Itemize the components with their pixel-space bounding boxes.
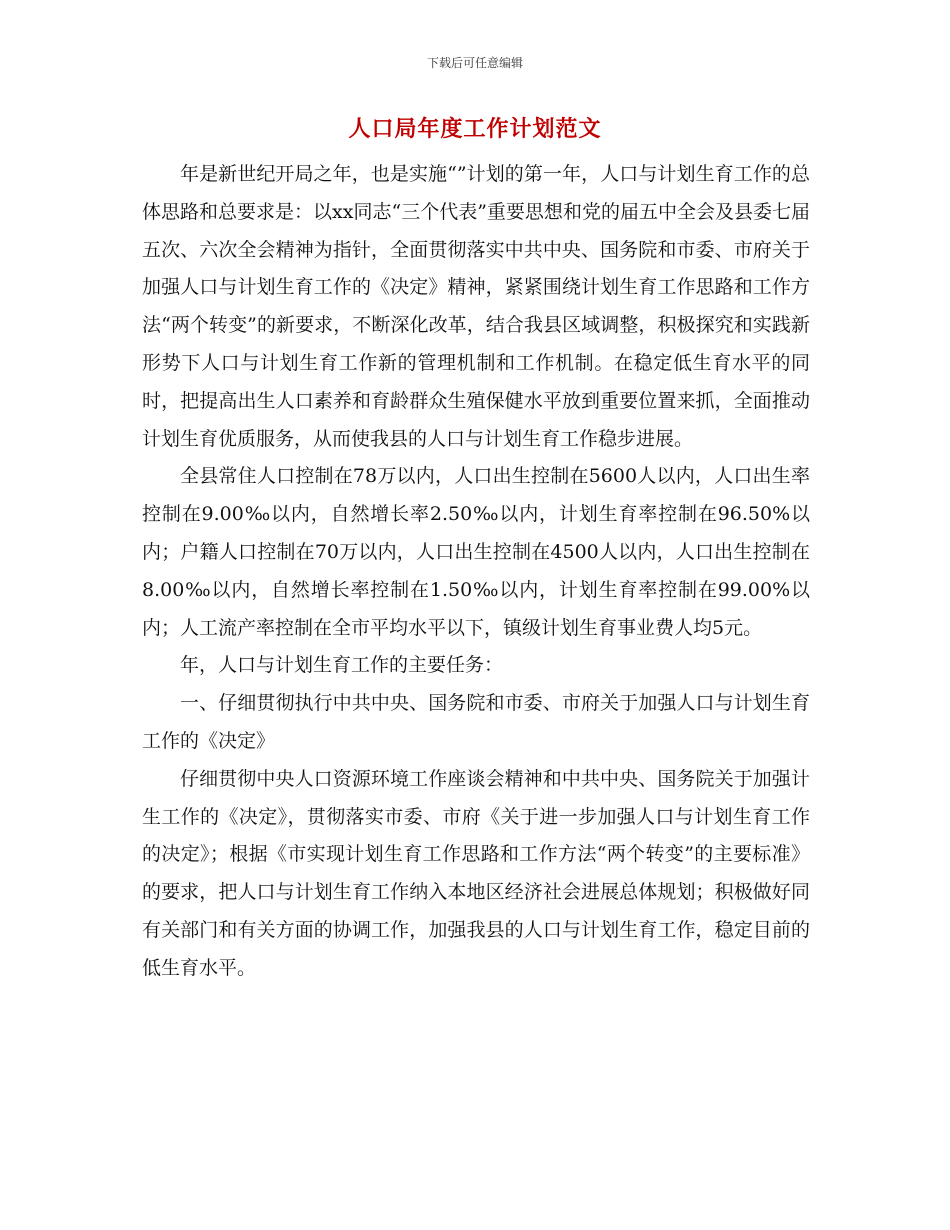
paragraph-2: 全县常住人口控制在78万以内，人口出生控制在5600人以内，人口出生率控制在9.00‰以内，自然增长率2.50‰以内，计划生育率控制在96.50%以内；户籍人口控制在70万以内，人口出生控制在4500人以内，人口出生控制在8.00‰以内，自然增长率控制在1.50‰以内，计划生育率控制在99.00%以内；人工流产率控制在全市平均水平以下，镇级计划生育事业费人均5元。: [142, 465, 810, 639]
paragraph-1: 年是新世纪开局之年，也是实施“”计划的第一年，人口与计划生育工作的总体思路和总要求是：以xx同志“三个代表”重要思想和党的届五中全会及县委七届五次、六次全会精神为指针，全面贯彻落实中共中央、国务院和市委、市府关于加强人口与计划生育工作的《决定》精神，紧紧围绕计划生育工作思路和工作方法“两个转变”的新要求，不断深化改革，结合我县区域调整，积极探究和实践新形势下人口与计划生育工作新的管理机制和工作机制。在稳定低生育水平的同时，把提高出生人口素养和育龄群众生殖保健水平放到重要位置来抓，全面推动计划生育优质服务，从而使我县的人口与计划生育工作稳步进展。: [142, 163, 810, 450]
paragraph-3: 年，人口与计划生育工作的主要任务：: [180, 654, 504, 677]
document-title: 人口局年度工作计划范文: [348, 116, 602, 142]
header-note: 下载后可任意编辑: [426, 56, 523, 70]
paragraph-5: 仔细贯彻中央人口资源环境工作座谈会精神和中共中央、国务院关于加强计生工作的《决定》，贯彻落实市委、市府《关于进一步加强人口与计划生育工作的决定》；根据《市实现计划生育工作思路和工作方法“两个转变”的主要标准》的要求，把人口与计划生育工作纳入本地区经济社会进展总体规划；积极做好同有关部门和有关方面的协调工作，加强我县的人口与计划生育工作，稳定目前的低生育水平。: [142, 767, 810, 979]
paragraph-4: 一、仔细贯彻执行中共中央、国务院和市委、市府关于加强人口与计划生育工作的《决定》: [142, 692, 810, 752]
document-body: [142, 156, 810, 988]
